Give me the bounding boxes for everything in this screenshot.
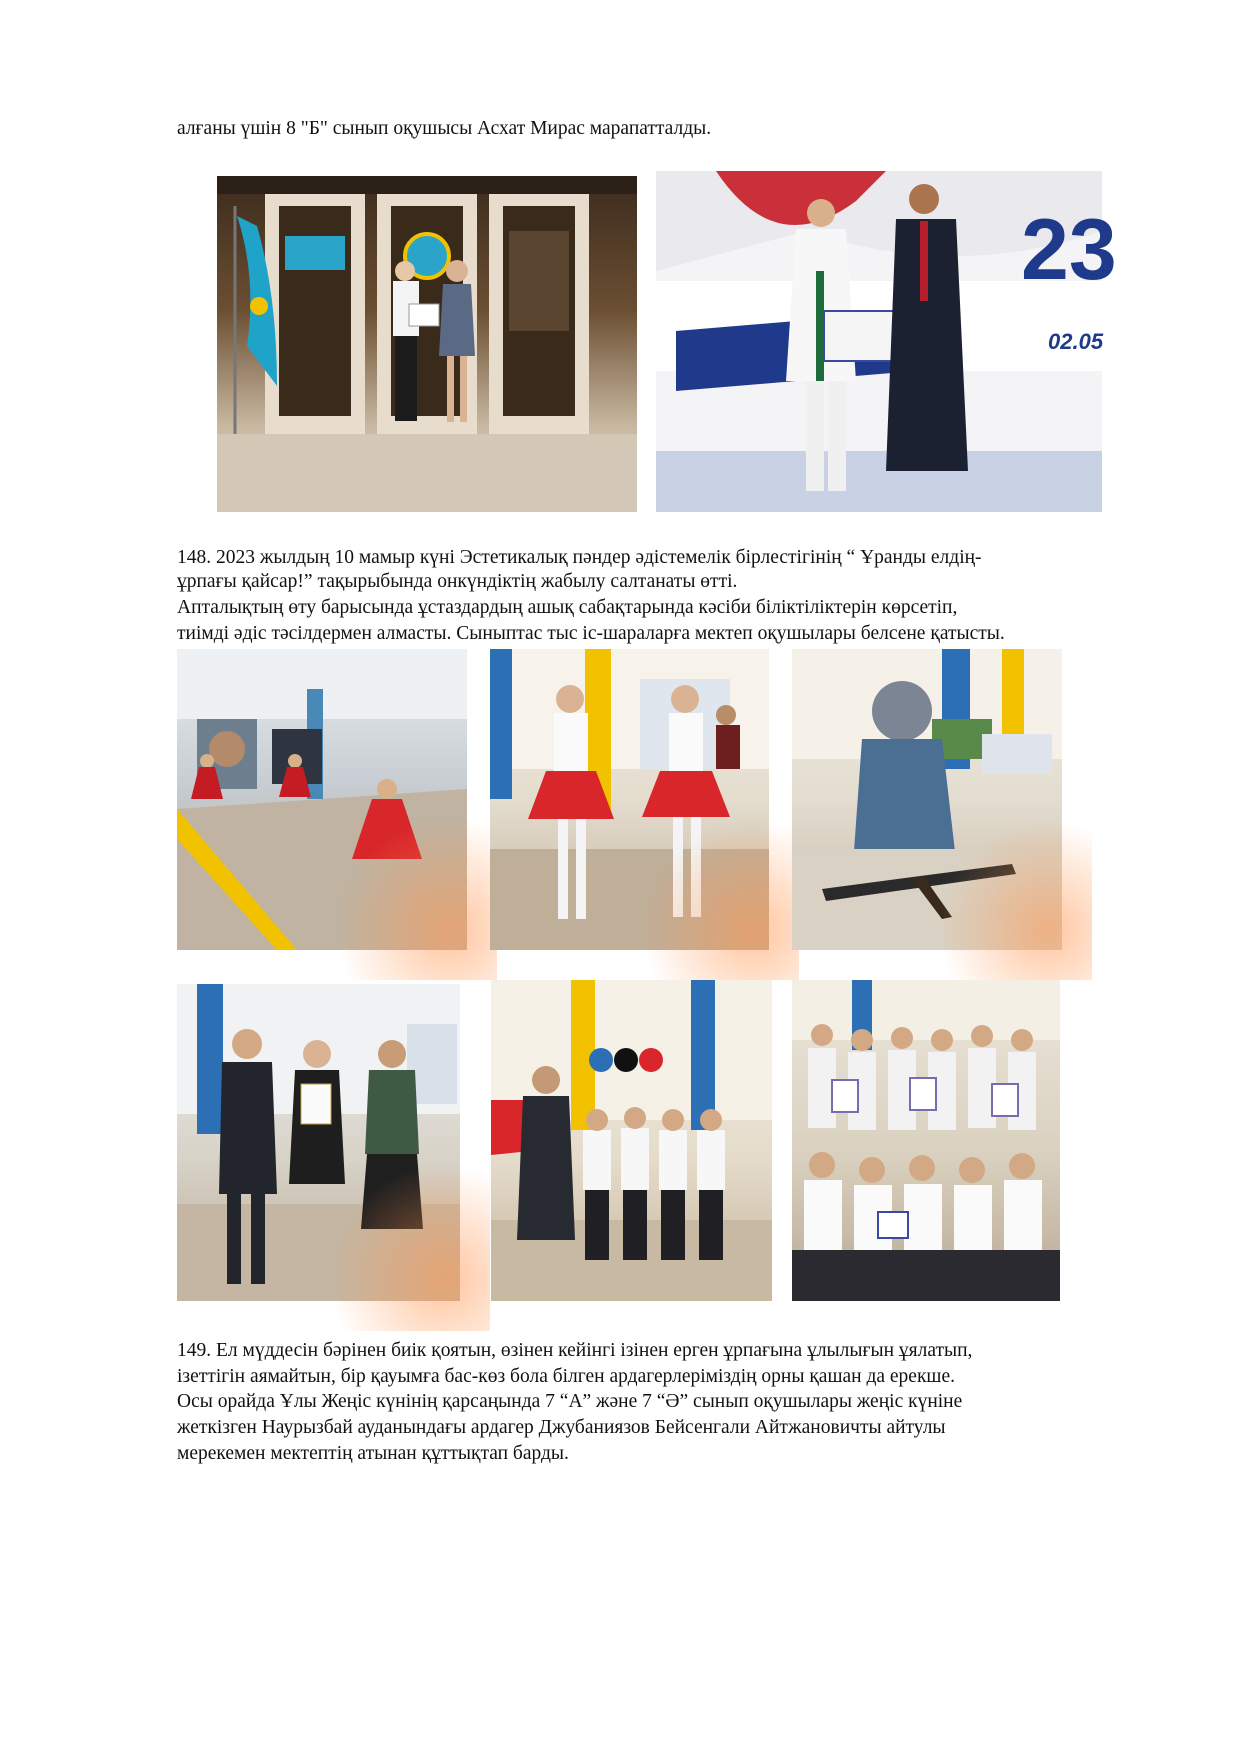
photo-award-hall <box>217 176 637 512</box>
photo-girls-singing <box>490 649 769 950</box>
section-148-line-1: 148. 2023 жылдың 10 мамыр күні Эстетикалық пәндер әдістемелік бірлестігінің “ Ұранды елдің- <box>177 547 982 568</box>
section-149-line-5: мерекемен мектептің атынан құттықтап барды. <box>177 1443 569 1464</box>
photo-students-certificates <box>792 980 1060 1301</box>
photo-taekwondo-award <box>656 171 1117 512</box>
banner-date-text: 02.05 <box>1048 329 1104 354</box>
section-149-line-4: жеткізген Наурызбай ауданындағы ардагер Джубаниязов Бейсенгали Айтжановичты айтулы <box>177 1417 946 1438</box>
banner-year-text: 23 <box>1021 202 1117 298</box>
photo-dance-hall <box>177 649 467 950</box>
section-148-line-4: тиімді әдіс тәсілдермен алмасты. Сыныптас тыс іс-шараларға мектеп оқушылары белсене қатысты. <box>177 623 1005 644</box>
photo-boys-group <box>491 980 772 1301</box>
section-149-line-2: ізеттігін аямайтын, бір қауымға бас-көз бола білген ардагерлеріміздің орны қашан да ерекше. <box>177 1366 955 1387</box>
section-149-line-1: 149. Ел мүддесін бәрінен биік қоятын, өзінен кейінгі ізінен ерген ұрпағына ұлылығын ұялатып, <box>177 1340 973 1361</box>
section-148-line-3: Апталықтың өту барысында ұстаздардың ашық сабақтарында кәсіби біліктіліктерін көрсетіп, <box>177 597 958 618</box>
photo-certificate-three <box>177 984 460 1301</box>
section-148-line-2: ұрпағы қайсар!” тақырыбында онкүндіктің жабылу салтанаты өтті. <box>177 571 738 592</box>
photo-rifle-assembly <box>792 649 1062 950</box>
section-149-line-3: Осы орайда Ұлы Жеңіс күнінің қарсаңында 7 “А” және 7 “Ә” сынып оқушылары жеңіс күніне <box>177 1391 963 1412</box>
intro-text: алғаны үшін 8 "Б" сынып оқушысы Асхат Мирас марапатталды. <box>177 118 712 139</box>
